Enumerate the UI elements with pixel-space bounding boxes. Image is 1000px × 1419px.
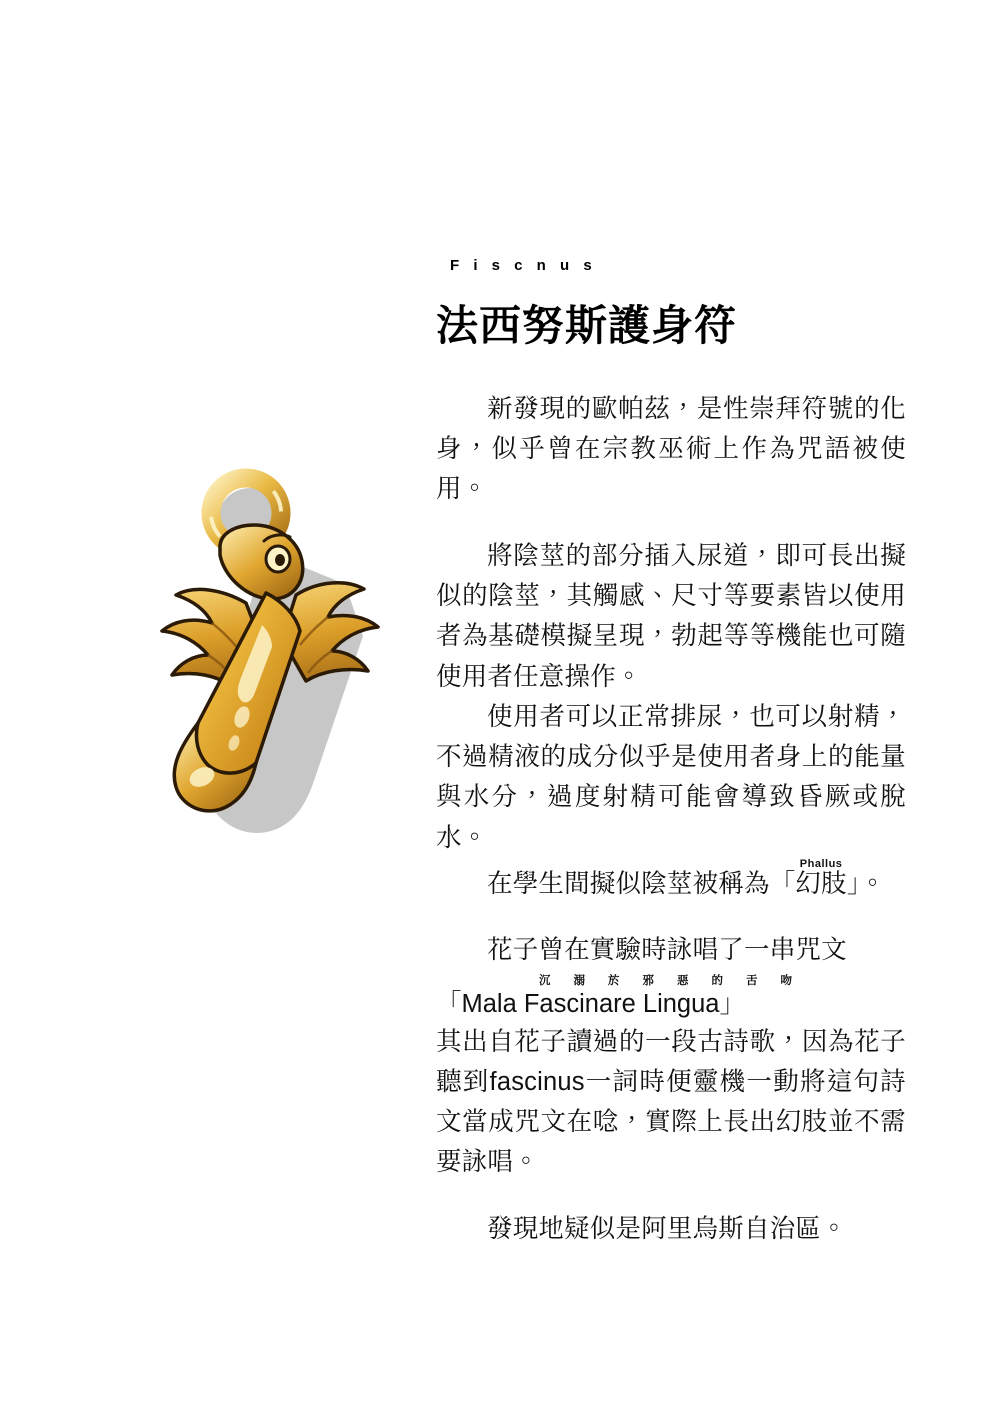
paragraph-1: 新發現的歐帕茲，是性崇拜符號的化身，似乎曾在宗教巫術上作為咒語被使用。 — [436, 394, 906, 504]
spell-block — [436, 972, 906, 1021]
phallus-prefix: 在學生間擬似陰莖被稱為「 — [487, 869, 796, 898]
phallus-ruby — [795, 857, 847, 898]
spell-intro: 花子曾在實驗時詠唱了一串咒文 — [487, 936, 847, 965]
paragraph-3: 使用者可以正常排尿，也可以射精，不過精液的成分似乎是使用者身上的能量與水分，過度射精可能會導致昏厥或脫水。 — [436, 702, 906, 852]
paragraph-2: 將陰莖的部分插入尿道，即可長出擬似的陰莖，其觸感、尺寸等要素皆以使用者為基礎模擬呈現，勃起等等機能也可隨使用者任意操作。 — [436, 541, 906, 691]
golden-winged-phallus-amulet-illustration — [150, 455, 410, 875]
phallus-ruby-base: 幻肢 — [795, 869, 847, 898]
phallus-ruby-text: Phallus — [795, 857, 847, 870]
spell-ruby-char-8: 吻 — [780, 975, 793, 988]
phallus-suffix: 」。 — [846, 869, 886, 898]
spell-ruby-char-7: 舌 — [746, 975, 759, 988]
spell-ruby-char-5: 惡 — [677, 975, 690, 988]
amulet-collar — [220, 525, 303, 599]
spell-ruby-row — [426, 972, 906, 988]
spell-ruby-char-2: 溺 — [573, 975, 586, 988]
page-title: 法西努斯護身符 — [436, 301, 738, 349]
article-body — [436, 258, 906, 1249]
title-block — [436, 258, 906, 349]
paragraph-phallus — [436, 858, 906, 904]
paragraph-spell-after: 其出自花子讀過的一段古詩歌，因為花子聽到fascinus一詞時便靈機一動將這句詩文當成咒文在唸，實際上長出幻肢並不需要詠唱。 — [436, 1027, 906, 1177]
spell-ruby-char-3: 於 — [608, 975, 621, 988]
paragraph-final: 發現地疑似是阿里烏斯自治區。 — [487, 1214, 847, 1243]
title-ruby: F i s c n u s — [450, 257, 597, 274]
body-text — [436, 389, 906, 1249]
spell-ruby-char-4: 邪 — [642, 975, 655, 988]
spell-ruby-char-6: 的 — [711, 975, 724, 988]
spell-text: 「Mala Fascinare Lingua」 — [436, 990, 745, 1019]
spell-ruby-char-1: 沉 — [539, 975, 552, 988]
